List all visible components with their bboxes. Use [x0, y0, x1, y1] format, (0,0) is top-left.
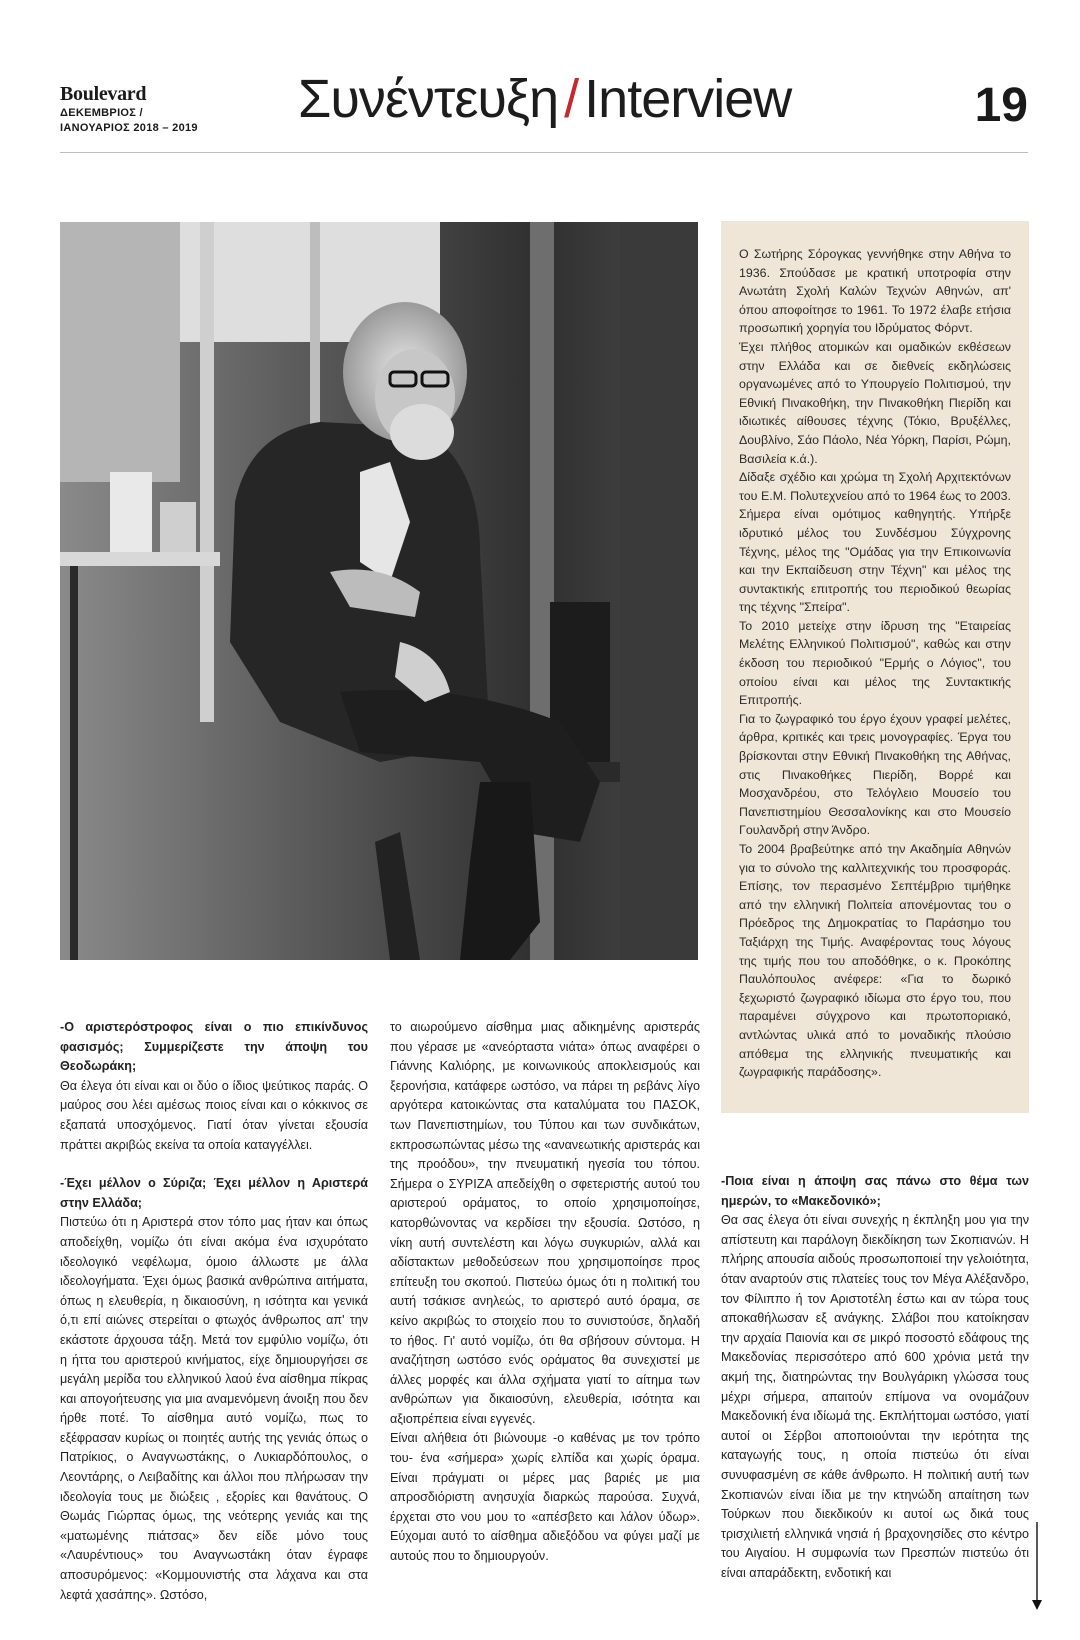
portrait-illustration — [60, 222, 698, 960]
paragraph-spacer — [60, 1155, 368, 1174]
section-title-english: Interview — [584, 69, 792, 129]
masthead — [60, 84, 198, 136]
continue-arrow-icon — [1032, 1522, 1042, 1612]
interview-question: -Έχει μέλλον ο Σύριζα; Έχει μέλλον η Αριστερά στην Ελλάδα; — [60, 1176, 368, 1210]
issue-line-2: ΙΑΝΟΥΑΡΙΟΣ 2018 – 2019 — [60, 122, 198, 134]
page-header — [0, 0, 1080, 160]
article-column-1 — [60, 1018, 368, 1605]
bio-paragraph: Έχει πλήθος ατομικών και ομαδικών εκθέσεων στην Ελλάδα και σε διεθνείς εκδηλώσεις οργανωμένες από το Υπουργείο Πολιτισμού, την Εθνική Πινακοθήκη, την Πινακοθήκη Πιερίδη και ιδιωτικές αίθουσες τέχνης (Τόκιο, Βρυξέλλες, Δουβλίνο, Σάο Πάολο, Νέα Υόρκη, Παρίσι, Ρώμη, Βασιλεία κ.ά.). — [739, 339, 1011, 466]
interview-answer: Είναι αλήθεια ότι βιώνουμε -ο καθένας με τον τρόπο του- ένα «σήμερα» χωρίς ελπίδα και χωρίς όραμα. Είναι πράγματι οι μέρες μας βαριές με μια απροσδιόριστη ανησυχία διαρκώς παρούσα. Συχνά, έρχεται στο νου μου το «απέσβετο και λάλον ύδωρ». Εύχομαι αυτό το αίσθημα αδιεξόδου να φύγει μαζί με αυτούς που το δημιουργούν. — [390, 1431, 700, 1564]
interview-answer: Θα σας έλεγα ότι είναι συνεχής η έκπληξη μου για την απίστευτη και παράλογη διεκδίκηση των Σκοπιανών. Η πλήρης απουσία αιδούς προσωποποιεί την γελοιότητα, όταν αναρτούν στις πλατείες τους τον Μέγα Αλέξανδρο, τον Φίλιππο ή τον Αριστοτέλη έστω και αν τώρα τους αποκαθήλωσαν εξ ανάγκης. Σλάβοι που κατοίκησαν την αρχαία Παιονία και σε μικρό ποσοστό εδάφους της Μακεδονίας περισσότερο από 600 χρόνια μετά την ακμή της, διατηρώντας την Βουλγάρικη γλώσσα τους μέχρι σήμερα, απαιτούν επίμονα να ονομάζουν Μακεδονική ένα ιδίωμά της. Εκπλήττομαι ωστόσο, γιατί αυτοί οι Σέρβοι αποποιούνται την ιερότητα της καταγωγής τους, η οποία πιστεύω ότι είναι συνυφασμένη σε κάθε άνθρωπο. Η πολιτική αυτή των Σκοπιανών είναι ίδια με την κτηνώδη απαίτηση των Τούρκων που διεκδικούν κι αυτοί ως δικά τους τρισχιλιετή ελληνικά νησιά ή βραχονησίδες στο κέντρο του Αιγαίου. Η συμφωνία των Πρεσπών πιστεύω ότι είναι απαράδεκτη, ενδοτική και — [721, 1213, 1029, 1580]
bio-sidebar — [721, 221, 1029, 1113]
interview-answer: Θα έλεγα ότι είναι και οι δύο ο ίδιος ψεύτικος παράς. Ο μαύρος σου λέει αμέσως ποιος είναι και ο κόκκινος σε εξαπατά υποσχόμενος. Γιατί όταν γίνεται εξουσία πράττει ακριβώς εκείνα τα οποία καταγγέλλει. — [60, 1078, 368, 1152]
article-column-3 — [721, 1172, 1029, 1583]
section-title — [298, 69, 792, 129]
issue-line-1: ΔΕΚΕΜΒΡΙΟΣ / — [60, 107, 143, 119]
section-title-slash: / — [564, 69, 579, 129]
portrait-photo — [60, 222, 698, 960]
interview-answer: το αιωρούμενο αίσθημα μιας αδικημένης αριστεράς που γέρασε με «ανεόρταστα νιάτα» όπως αναφέρει ο Γιάννης Καλιόρης, με κοινωνικούς αποκλεισμούς και ξερονήσια, κατάφερε ωστόσο, να πάρει τη ρεβάνς λίγο αργότερα κατοικώντας στα καταλύματα του ΠΑΣΟΚ, των Πανεπιστημίων, του Τύπου και των συνδικάτων, εκπροσωπώντας μέσω της «ανανεωτικής αριστεράς και της προόδου», την πνευματική ηγεσία του τόπου. Σήμερα ο ΣΥΡΙΖΑ απεδείχθη ο σφετεριστής αυτού του αριστερού οράματος, το οποίο χρησιμοποίησε, κατορθώνοντας να κερδίσει την εξουσία. Ωστόσο, η νίκη αυτή συντελέστη και λόγω συγκυριών, αλλά και αδίστακτων μεθοδεύσεων που χρησιμοποίησε προς επίτευξη του σκοπού. Πιστεύω όμως ότι η πολιτική του αυτή τσάκισε ανηλεώς, το αριστερό αυτό όραμα, σε κείνο ακριβώς το στοιχείο που το συνιστούσε, δηλαδή το ήθος. Γι' αυτό νομίζω, ότι θα σβήσουν σύντομα. Η αναζήτηση ωστόσο ενός οράματος θα συνεχιστεί με άλλες μορφές και άλλα σχήματα γιατί το αίτημα των ανθρώπων για δικαιοσύνη, ελευθερία, ισότητα και αξιοπρέπεια είναι εγγενές. — [390, 1020, 700, 1426]
header-rule — [60, 152, 1028, 153]
interview-question: -Ποια είναι η άποψη σας πάνω στο θέμα των ημερών, το «Μακεδονικό»; — [721, 1174, 1029, 1208]
bio-paragraph: Το 2004 βραβεύτηκε από την Ακαδημία Αθηνών για το σύνολο της καλλιτεχνικής του προσφοράς. Επίσης, τον περασμένο Σεπτέμβριο τιμήθηκε από την ελληνική Πολιτεία απονέμοντας του ο Πρόεδρος της Δημοκρατίας το Παράσημο του Ταξιάρχη της Τιμής. Αναφέροντας τους λόγους της τιμής που του αποδόθηκε, ο κ. Προκόπης Παυλόπουλος ανέφερε: «Για το δωρικό ξεχωριστό ζωγραφικό ιδίωμα στο έργο του, που παραμένει σύγχρονο και πρωτοποριακό, αντλώντας υλικά από το μοναδικής πλούσιο απόθεμα της ελληνικής πνευματικής και ζωγραφικής παράδοσης». — [739, 842, 1011, 1080]
bio-paragraph: Δίδαξε σχέδιο και χρώμα τη Σχολή Αρχιτεκτόνων του Ε.Μ. Πολυτεχνείου από το 1964 έως το 2003. Σήμερα είναι ομότιμος καθηγητής. Υπήρξε ιδρυτικό μέλος του Συνδέσμου Σύγχρονης Τέχνης, μέλος της "Ομάδας για την Επικοινωνία και την Εκπαίδευση στην Τέχνη" και μέλος της συντακτικής επιτροπής του περιοδικού θεωρίας της τέχνης "Σπείρα". — [739, 470, 1011, 615]
bio-paragraph: Για το ζωγραφικό του έργο έχουν γραφεί μελέτες, άρθρα, κριτικές και τρεις μονογραφίες. Έργα του βρίσκονται στην Εθνική Πινακοθήκη της Αθήνας, στις Πινακοθήκες Πιερίδη, Βορρέ και Μοσχανδρέου, στο Τελόγλειο Μουσείο του Πανεπιστημίου Θεσσαλονίκης και στο Μουσείο Γουλανδρή στην Άνδρο. — [739, 711, 1011, 838]
brand-logo: Boulevard — [60, 83, 147, 105]
bio-paragraph: Το 2010 μετείχε στην ίδρυση της "Εταιρείας Μελέτης Ελληνικού Πολιτισμού", καθώς και στην έκδοση του περιοδικού "Ερμής ο Λόγιος", του οποίου είναι και μέλος της Συντακτικής Επιτροπής. — [739, 618, 1011, 708]
article-column-2 — [390, 1018, 700, 1567]
bio-paragraph: Ο Σωτήρης Σόρογκας γεννήθηκε στην Αθήνα το 1936. Σπούδασε με κρατική υποτροφία στην Ανωτάτη Σχολή Καλών Τεχνών Αθηνών, απ' όπου αποφοίτησε το 1961. Το 1972 έλαβε ετήσια προσωπική χορηγία του Ιδρύματος Φόρντ. — [739, 247, 1011, 336]
section-title-greek: Συνέντευξη — [298, 69, 559, 129]
page-number: 19 — [974, 79, 1028, 132]
interview-question: -Ο αριστερόστροφος είναι ο πιο επικίνδυνος φασισμός; Συμμερίζεστε την άποψη του Θεοδωράκη; — [60, 1020, 368, 1074]
issue-date — [60, 106, 198, 136]
interview-answer: Πιστεύω ότι η Αριστερά στον τόπο μας ήταν και όπως αποδείχθη, νομίζω ότι είναι ακόμα ένα ισχυρότατο ιδεολογικό νεφέλωμα, όμοιο άλλωστε με άλλα ιδεολογήματα. Έχει όμως βασικά ανθρώπινα αιτήματα, όπως η ελευθερία, η δικαιοσύνη, η ισότητα και γενικά ό,τι επί αιώνες στερείται ο φτωχός άνθρωπος απ' την εκάστοτε άρχουσα τάξη. Μετά τον εμφύλιο νομίζω, ότι η ήττα του αριστερού κινήματος, είχε δημιουργήσει σε μεγάλη μερίδα του ελληνικού λαού ένα αίσθημα πίκρας και απογοήτευσης για μια αναμενόμενη άνοιξη που δεν ήρθε ποτέ. Το αίσθημα αυτό νομίζω, πως το εξέφρασαν κυρίως οι ποιητές αυτής της γενιάς όπως ο Πατρίκιος, ο Αναγνωστάκης, ο Λυκιαρδόπουλος, ο Λεοντάρης, ο Λειβαδίτης και άλλοι που πλήρωσαν την ιδεολογία τους με διώξεις , εξορίες και θανάτους. Ο Θωμάς Γιώρπας όμως, της νεότερης γενιάς και της «ματωμένης πιάτσας» δεν είδε μόνο τους «Λαυρέντιους» του Αναγνωστάκη όταν έγραφε αποσυρόμενος: «Κομμουνιστής στα λάχανα και στα λεφτά χασάπης». Ωστόσο, — [60, 1215, 368, 1602]
